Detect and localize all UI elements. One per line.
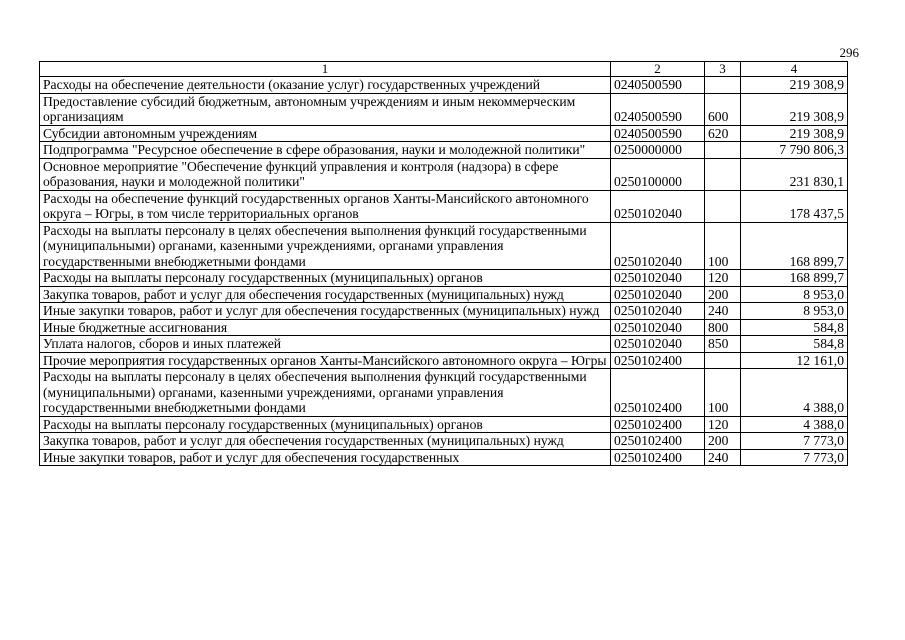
row-type-cell: [705, 352, 741, 369]
row-sum-cell: 231 830,1: [741, 158, 848, 190]
row-code-cell: 0240500590: [611, 93, 705, 125]
row-code-cell: 0240500590: [611, 125, 705, 142]
row-code-cell: 0250102040: [611, 222, 705, 270]
row-name-cell: Иные закупки товаров, работ и услуг для обеспечения государственных: [40, 449, 611, 466]
row-code-cell: 0250102400: [611, 352, 705, 369]
header-cell-code: 2: [611, 62, 705, 77]
table-row: [40, 125, 848, 142]
row-type-cell: 850: [705, 336, 741, 353]
row-code-cell: 0250102400: [611, 433, 705, 450]
row-name-cell: Расходы на обеспечение деятельности (оказание услуг) государственных учреждений: [40, 77, 611, 94]
table-header-row: [40, 62, 848, 77]
row-name-cell: Закупка товаров, работ и услуг для обеспечения государственных (муниципальных) нужд: [40, 286, 611, 303]
row-type-cell: 200: [705, 433, 741, 450]
row-sum-cell: 8 953,0: [741, 303, 848, 320]
row-name-cell: Иные бюджетные ассигнования: [40, 319, 611, 336]
row-code-cell: 0250102040: [611, 190, 705, 222]
row-sum-cell: 4 388,0: [741, 369, 848, 417]
table-row: [40, 319, 848, 336]
table-row: [40, 369, 848, 417]
row-name-cell: Расходы на выплаты персоналу государственных (муниципальных) органов: [40, 416, 611, 433]
row-type-cell: 120: [705, 270, 741, 287]
row-code-cell: 0250102040: [611, 270, 705, 287]
row-sum-cell: 168 899,7: [741, 222, 848, 270]
table-row: [40, 190, 848, 222]
table-row: [40, 286, 848, 303]
table-row: [40, 77, 848, 94]
row-code-cell: 0250102040: [611, 303, 705, 320]
row-sum-cell: 584,8: [741, 319, 848, 336]
table-row: [40, 142, 848, 159]
row-type-cell: [705, 190, 741, 222]
row-sum-cell: 8 953,0: [741, 286, 848, 303]
row-sum-cell: 168 899,7: [741, 270, 848, 287]
table-row: [40, 303, 848, 320]
row-code-cell: 0240500590: [611, 77, 705, 94]
table-row: [40, 352, 848, 369]
row-code-cell: 0250102040: [611, 336, 705, 353]
row-name-cell: Расходы на обеспечение функций государственных органов Ханты-Мансийского автономного округа – Югры, в том числе территориальных органов: [40, 190, 611, 222]
row-code-cell: 0250102400: [611, 416, 705, 433]
row-type-cell: [705, 77, 741, 94]
row-type-cell: [705, 158, 741, 190]
row-sum-cell: 12 161,0: [741, 352, 848, 369]
row-name-cell: Расходы на выплаты персоналу в целях обеспечения выполнения функций государственными (муниципальными) органами, казенными учреждениями, органами управления государственными внебюджетными фондами: [40, 222, 611, 270]
row-sum-cell: 219 308,9: [741, 77, 848, 94]
row-code-cell: 0250100000: [611, 158, 705, 190]
row-code-cell: 0250000000: [611, 142, 705, 159]
row-name-cell: Подпрограмма "Ресурсное обеспечение в сфере образования, науки и молодежной политики": [40, 142, 611, 159]
row-type-cell: 240: [705, 303, 741, 320]
row-name-cell: Закупка товаров, работ и услуг для обеспечения государственных (муниципальных) нужд: [40, 433, 611, 450]
row-sum-cell: 7 790 806,3: [741, 142, 848, 159]
row-type-cell: 600: [705, 93, 741, 125]
header-cell-name: 1: [40, 62, 611, 77]
row-type-cell: 800: [705, 319, 741, 336]
row-name-cell: Предоставление субсидий бюджетным, автономным учреждениям и иным некоммерческим организациям: [40, 93, 611, 125]
header-cell-type: 3: [705, 62, 741, 77]
row-code-cell: 0250102040: [611, 286, 705, 303]
row-type-cell: 100: [705, 222, 741, 270]
row-type-cell: 120: [705, 416, 741, 433]
row-type-cell: 620: [705, 125, 741, 142]
row-code-cell: 0250102400: [611, 369, 705, 417]
row-code-cell: 0250102040: [611, 319, 705, 336]
row-name-cell: Уплата налогов, сборов и иных платежей: [40, 336, 611, 353]
row-name-cell: Расходы на выплаты персоналу в целях обеспечения выполнения функций государственными (муниципальными) органами, казенными учреждениями, органами управления государственными внебюджетными фондами: [40, 369, 611, 417]
row-sum-cell: 219 308,9: [741, 93, 848, 125]
row-name-cell: Иные закупки товаров, работ и услуг для обеспечения государственных (муниципальных) нужд: [40, 303, 611, 320]
row-type-cell: [705, 142, 741, 159]
row-sum-cell: 219 308,9: [741, 125, 848, 142]
table-row: [40, 270, 848, 287]
row-sum-cell: 7 773,0: [741, 449, 848, 466]
header-cell-sum: 4: [741, 62, 848, 77]
row-sum-cell: 178 437,5: [741, 190, 848, 222]
row-name-cell: Основное мероприятие "Обеспечение функций управления и контроля (надзора) в сфере образования, науки и молодежной политики": [40, 158, 611, 190]
table-row: [40, 416, 848, 433]
table-row: [40, 93, 848, 125]
row-name-cell: Субсидии автономным учреждениям: [40, 125, 611, 142]
page-number: 296: [839, 45, 859, 60]
row-sum-cell: 7 773,0: [741, 433, 848, 450]
table-row: [40, 449, 848, 466]
row-type-cell: 100: [705, 369, 741, 417]
row-sum-cell: 4 388,0: [741, 416, 848, 433]
table-row: [40, 433, 848, 450]
row-type-cell: 200: [705, 286, 741, 303]
table-row: [40, 336, 848, 353]
row-sum-cell: 584,8: [741, 336, 848, 353]
row-name-cell: Расходы на выплаты персоналу государственных (муниципальных) органов: [40, 270, 611, 287]
row-code-cell: 0250102400: [611, 449, 705, 466]
table-row: [40, 158, 848, 190]
row-name-cell: Прочие мероприятия государственных органов Ханты-Мансийского автономного округа – Югры: [40, 352, 611, 369]
budget-table: [39, 61, 848, 466]
table-row: [40, 222, 848, 270]
row-type-cell: 240: [705, 449, 741, 466]
